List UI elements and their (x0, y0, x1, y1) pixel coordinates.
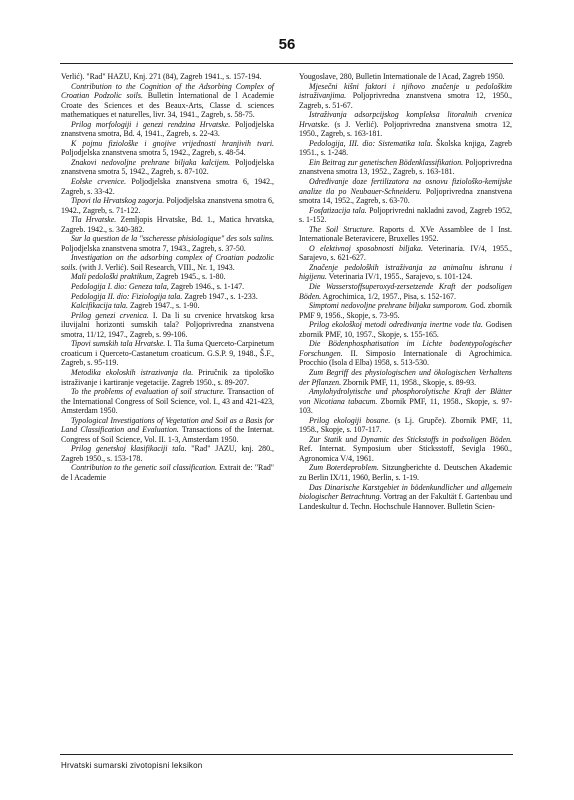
entry-title: Pedologija II. dio: Fiziologija tala. (71, 291, 183, 301)
bibliography-entry (299, 139, 512, 158)
entry-title: Prilog morfologiji i genezi rendzina Hrvatske. (71, 119, 231, 129)
bibliography-entry (61, 282, 274, 292)
bibliography-entry (61, 253, 274, 272)
entry-details: I. Tla šuma Querceto-Carpinetum croaticum i Querceto-Castanetum croaticum. G.S.P. 9, 1948., Š.F., Zagreb, s. 95-119. (61, 339, 274, 368)
entry-title: Contribution to the Cognition of the Adsorbing Complex of Croatian Podzolic soils. (61, 81, 274, 101)
entry-title: Pedologija I. dio: Geneza tala, (71, 282, 169, 292)
entry-title: Kalcifikacija tala. (71, 301, 128, 311)
entry-details: Poljodjelska znanstvena smotra 6, 1942., Zagreb, s. 33-42. (61, 177, 274, 196)
bibliography-entry (61, 177, 274, 196)
entry-details: Poljodjelska znanstvena smotra, Bd. 4, 1941., Zagreb, s. 22-43. (61, 119, 274, 139)
entry-details: Sitzungberichte d. Deutschen Akademic zu Berlin IX/11, 1960, Berlin, s. 1-19. (299, 463, 512, 482)
entry-details: (s Lj. Grupče). Zbornik PMF, 11, 1958., Skopje, s. 107-117. (299, 415, 512, 435)
entry-details: Poljodjelska znanstvena smotra 7, 1943., Zagreb, s. 37-50. (61, 243, 246, 253)
bibliography-entry (299, 339, 512, 368)
entry-title: Prilog genetskoj klasifikaciji tala. (71, 444, 187, 454)
bibliography-entry (299, 72, 512, 82)
bibliography-entry (61, 215, 274, 234)
entry-details: II. Simposio Internationale di Agrochimica. Procchio (Isola d Elba) 1958, s. 513-530. (299, 348, 512, 368)
bibliography-entry (299, 483, 512, 512)
entry-details: Poljodjelska znanstvena smotra 5, 1942., Zagreb, s. 87-102. (61, 157, 274, 177)
entry-details: "Rad" JAZU, knj. 280., Zagreb 1950., s. 153-178. (61, 444, 274, 463)
bibliography-entry (61, 272, 274, 282)
entry-details: Zagreb 1946., s. 1-147. (168, 282, 245, 292)
entry-title: Typological Investigations of Vegetation and Soil as a Basis for Land Classification and Evaluation. (61, 415, 274, 435)
entry-title: Prilog ekologiji bosane. (309, 415, 391, 425)
entry-title: Tipovi tla Hrvatskog zagorja. (71, 196, 165, 206)
left-column (61, 72, 274, 483)
entry-details: Zemljopis Hrvatske, Bd. 1., Matica hrvatska, Zagreb. 1942., s. 340-382. (61, 215, 274, 234)
entry-title: Tla Hrvatske. (71, 215, 117, 225)
bibliography-entry (299, 416, 512, 435)
entry-details: Školska knjiga, Zagreb 1951., s. 1-248. (299, 138, 512, 158)
entry-title: Znakovi nedovoljne prehrane biljaka kalcijem. (71, 157, 231, 167)
entry-title: Sur la question de la "sscheresse phisiologique" des sols salins. (71, 234, 274, 244)
entry-details: Transaction of the International Congress of Soil Science, vol. I., 43 and 421-423, Amsterdam 1950. (61, 387, 274, 416)
entry-title: Ein Beitrag zur genetischen Bödenklassifikation. (309, 157, 464, 167)
footer-rule (60, 754, 513, 755)
entry-details: Veterinaria. IV/4, 1955., Sarajevo, s. 621-627. (299, 243, 512, 263)
bibliography-entry (299, 282, 512, 301)
entry-title: Zum Boterdeproblem. (309, 463, 379, 473)
header-rule (60, 63, 513, 64)
bibliography-entry (61, 120, 274, 139)
bibliography-entry (61, 301, 274, 311)
bibliography-entry (61, 72, 274, 82)
entry-details: Verlić). "Rad" HAZU, Knj. 271 (84), Zagreb 1941., s. 157-194. (61, 72, 262, 81)
entry-details: Poljoprivredna znanstvena smotra 14, 1952., Zagreb, s. 63-70. (299, 186, 512, 206)
entry-title: Eolske crvenice. (71, 177, 127, 187)
entry-title: Die Bödenphosphatisation im Lichte bodentypologischer Forschungen. (299, 339, 512, 358)
bibliography-entry (299, 463, 512, 482)
bibliography-entry (61, 292, 274, 302)
entry-details: Poljodjelska znanstvena smotra 5, 1942., Zagreb, s. 48-54. (61, 148, 246, 158)
entry-details: Raports d. XVe Assamblee de l Inst. Internationale Beteravicere, Bruxelles 1952. (299, 224, 513, 244)
bibliography-entry (61, 311, 274, 340)
entry-title: Das Dinarische Karstgebiet in bödenkundlicher und allgemein biologischer Betrachtung. (299, 482, 512, 502)
entry-title: Prilog genezi crvenica. (71, 310, 149, 320)
entry-details: Poljoprivredni nakladni zavod, Zagreb 1952, s. 1-152. (299, 205, 512, 225)
entry-title: Zur Statik und Dynamic des Stickstoffs in podsoligen Böden. (309, 434, 512, 444)
entry-details: I. Da li su crvenice hrvatskog krsa iluvijalni horizonti sumskih tala? Poljoprivredna znanstvena smotra, 11/12, 1947., Zagreb, s. 99-106. (61, 310, 275, 339)
entry-title: Contribution to the genetic soil classification. (71, 463, 217, 473)
bibliography-entry (299, 244, 512, 263)
entry-details: Ref. Internat. Symposium uber Sticksstoff, Sevigla 1960., Agronomica V/4, 1961. (299, 444, 512, 463)
entry-title: Fosfatizacija tala. (309, 205, 367, 215)
entry-details: Zbornik PMF, 11, 1958., Skopje, s. 89-93. (341, 377, 477, 387)
bibliography-entry (61, 463, 274, 482)
entry-details: Godisen zbornik PMF, 10, 1957., Skopje, s. 155-165. (299, 320, 512, 339)
bibliography-entry (61, 339, 274, 368)
bibliography-entry (61, 139, 274, 158)
entry-details: Zagreb 1947., s. 1-90. (127, 301, 200, 311)
bibliography-entry (61, 196, 274, 215)
entry-details: Zagreb 1945., s. 1-80. (154, 272, 226, 282)
entry-title: Mjesečni kišni faktori i njihovo značenje u pedološkim istraživanjima. (299, 81, 512, 101)
bibliography-entry (61, 234, 274, 253)
entry-details: Poljoprivredna znanstvena smotra 13, 1952., Zagreb, s. 163-181. (299, 157, 513, 177)
bibliography-entry (61, 444, 274, 463)
bibliography-entry (299, 263, 512, 282)
bibliography-entry (61, 82, 274, 120)
entry-details: Vortrag an der Fakultät f. Gartenbau und Landeskultur d. Techn. Hochschule Hannover. Bulletin Scien- (299, 492, 512, 511)
entry-title: The Soil Structure. (309, 224, 375, 234)
entry-details: Agrochimica, 1/2, 1957., Pisa, s. 152-167. (321, 291, 456, 301)
bibliography-entry (299, 177, 512, 206)
bibliography-entry (299, 110, 512, 139)
entry-title: Pedologija, III. dio: Sistematika tala. (309, 138, 433, 148)
entry-title: Die Wasserstoffsuperoxyd-zersetzende Kraft der podsoligen Böden. (299, 282, 512, 301)
bibliography-entry (61, 387, 274, 416)
entry-details: Yougoslave, 280, Bulletin Internationale de l Acad, Zagreb 1950. (299, 72, 505, 81)
entry-title: Tipovi sumskih tala Hrvatske. (71, 339, 166, 349)
bibliography-entry (299, 387, 512, 416)
entry-title: Istraživanja adsorpcijskog kompleksa litoralnih crvenica Hrvatske. (299, 110, 512, 129)
bibliography-entry (299, 158, 512, 177)
entry-title: Mali pedološki praktikum, (71, 272, 155, 282)
entry-title: Investigation on the adsorbing complex of Croatian podzolic soils. (61, 253, 274, 272)
entry-details: Extrait de: "Rad" de l Academie (61, 463, 274, 482)
entry-details: God. zbornik PMF 9, 1956., Skopje, s. 73-95. (299, 301, 512, 320)
entry-details: Poljodjelska znanstvena smotra 6, 1942., Zagreb, s. 71-122. (61, 196, 274, 215)
right-column (299, 72, 512, 511)
bibliography-entry (299, 301, 512, 320)
entry-title: Značenje pedoloških istraživanja za animalnu ishranu i higijenu. (299, 262, 512, 282)
bibliography-entry (299, 368, 512, 387)
entry-details: Transactions of the Internat. Congress of Soil Science, Vol. II. 1-3, Amsterdam 1950. (61, 425, 274, 444)
bibliography-entry (61, 416, 274, 445)
entry-details: (with J. Verlić). Soil Research, VIII., Nr. 1, 1943. (77, 262, 235, 272)
bibliography-entry (299, 206, 512, 225)
entry-title: O elektivnoj sposobnosti biljaka. (309, 243, 423, 253)
bibliography-entry (299, 82, 512, 111)
entry-details: Bulletin International de l Academie Croate des Sciences et des Beaux-Arts, Classe d. sciences mathematiques et naturelles, livr. 34, 1941., Zagreb, s. 58-75. (61, 91, 274, 120)
entry-title: Simptomi nedovoljne prehrane biljaka sumporom. (309, 301, 468, 311)
page-number: 56 (278, 36, 296, 53)
bibliography-entry (299, 435, 512, 464)
page-footer: Hrvatski sumarski zivotopisni leksikon (61, 761, 203, 770)
bibliography-entry (299, 320, 512, 339)
entry-title: K pojmu fiziološke i gnojive vrijednosti hranjivih tvari. (71, 138, 274, 148)
entry-details: Poljoprivredna znanstvena smotra 12, 1950., Zagreb, s. 51-67. (299, 91, 512, 110)
entry-details: Zagreb 1947., s. 1-233. (182, 291, 258, 301)
entry-title: Prilog ekološkoj metodi određivanja inertne vode tla. (309, 320, 483, 330)
entry-details: Zbornik PMF, 11, 1958., Skopje, s. 97-103. (299, 396, 512, 416)
bibliography-entry (61, 368, 274, 387)
entry-title: Amylohydrolytische und phosphorolytische Kraft der Blätter von Nicotiana tabacum. (299, 387, 512, 406)
entry-details: (s J. Verlić). Poljoprivredna znanstvena smotra 12, 1950., Zagreb, s. 163-181. (299, 119, 512, 139)
entry-details: Priručnik za tipološko istraživanje i kartiranje vegetacije. Zagreb 1950., s. 89-207. (61, 367, 274, 387)
entry-title: Zum Begriff des physiologischen und ökologischen Verhaltens der Pflanzen. (299, 367, 512, 387)
entry-title: Metodika ekoloskih istrazivanja tla. (71, 367, 194, 377)
bibliography-entry (299, 225, 512, 244)
bibliography-entry (61, 158, 274, 177)
entry-title: Određivanje doze fertilizatora na osnovu fiziološko-kemijske analize tla po Neubauer-Schneideru. (299, 177, 512, 196)
entry-details: Veterinaria IV/1, 1955., Sarajevo, s. 101-124. (326, 272, 473, 282)
entry-title: To the problems of evaluation of soil structure. (71, 387, 225, 397)
